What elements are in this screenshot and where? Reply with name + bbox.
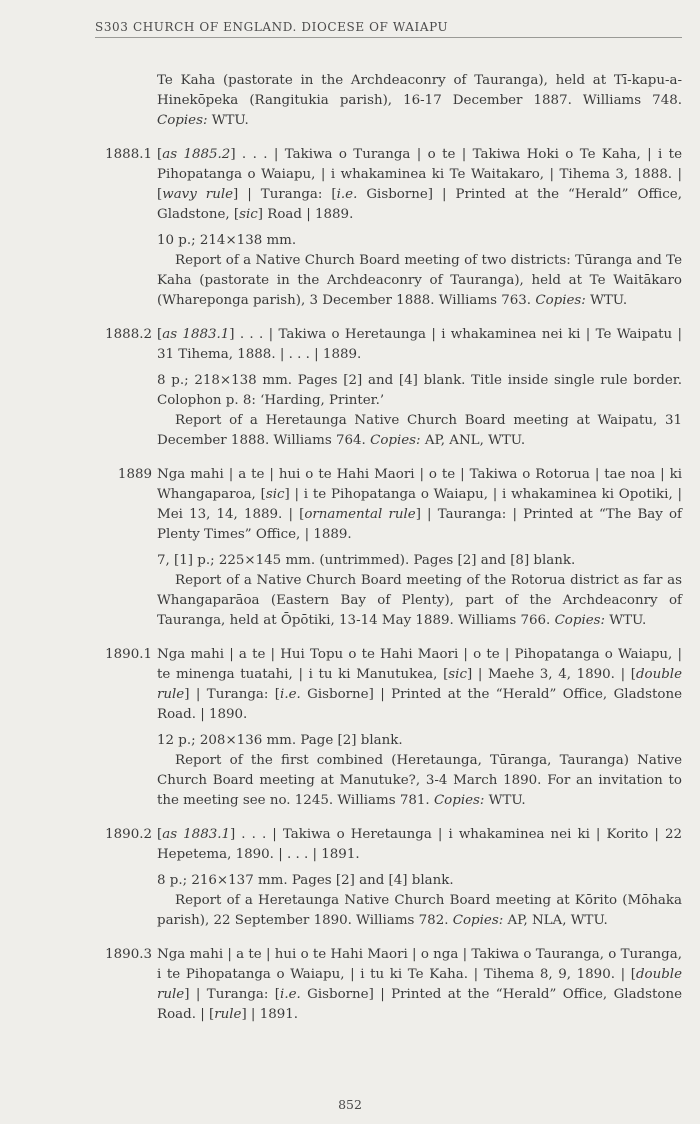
bib-text: ] | Turanga: [ <box>184 987 281 1002</box>
entry-number: 1888.1 <box>105 147 152 162</box>
bib-italic: sic <box>448 667 467 682</box>
bibliographic-description: [as 1883.1] . . . | Takiwa o Heretaunga | i whakaminea nei ki | Korito | 22 Hepetema, 1890. | . . . | 1891. <box>157 827 682 862</box>
bib-text: ] . . . | Takiwa o Heretaunga | i whakaminea nei ki | Te Waipatu | 31 Tihema, 1888. | . . . | 1889. <box>157 327 682 362</box>
bib-text: ] . . . | Takiwa o Heretaunga | i whakaminea nei ki | Korito | 22 Hepetema, 1890. | . . . | 1891. <box>157 827 682 862</box>
note-text: Report of the first combined (Heretaunga, Tūranga, Tauranga) Native Church Board meeting at Manutuke?, 3-4 March 1890. For an invitation to the meeting see no. 1245. Williams 781. <box>157 753 682 808</box>
catalogue-entry <box>95 945 682 1025</box>
bib-text: Nga mahi | a te | Hui Topu o te Hahi Maori | o te | Pihopatanga o Waiapu, | te minenga tuatahi, | i tu ki Manutukea, [ <box>157 647 682 682</box>
continuation-entry <box>95 71 682 131</box>
continuation-text: Te Kaha (pastorate in the Archdeaconry of Tauranga), held at Tī-kapu-a-Hinekōpeka (Rangitukia parish), 16-17 December 1887. Williams 748. Copies: WTU. <box>157 73 682 128</box>
copies-label: Copies: <box>433 793 485 808</box>
catalogue-entry <box>95 145 682 311</box>
bib-text: ] | Turanga: [ <box>233 187 337 202</box>
collation: 8 p.; 218×138 mm. Pages [2] and [4] blank. Title inside single rule border. Colophon p. 8: ‘Harding, Printer.’ <box>157 373 682 408</box>
entry-note <box>157 251 682 311</box>
copies-list: AP, ANL, WTU. <box>420 433 526 448</box>
bibliographic-description <box>157 465 682 545</box>
bib-italic: ornamental rule <box>304 507 416 522</box>
entry-note <box>157 751 682 811</box>
catalogue-entry <box>95 825 682 931</box>
bib-italic: sic <box>239 207 258 222</box>
bib-text: ] | Maehe 3, 4, 1890. | [ <box>466 667 636 682</box>
bib-italic: as 1883.1 <box>162 327 230 342</box>
bib-text: ] | i te Pihopatanga o Waiapu, | i whakaminea ki Opotiki, | Mei 13, 14, 1889. | [ <box>157 487 682 522</box>
bib-text: ] . . . | Takiwa o Turanga | o te | Takiwa Hoki o Te Kaha, | i te Pihopatanga o Waiapu, | i whakaminea ki Te Waitakaro, | Tihema 3, 1888. | [ <box>157 147 682 202</box>
bibliographic-description: [as 1885.2] . . . | Takiwa o Turanga | o te | Takiwa Hoki o Te Kaha, | i te Pihopatanga o Waiapu, | i whakaminea ki Te Waitakaro, | Tihema 3, 1888. | [wavy rule] | Turanga: [i.e. Gisborne] | Printed at the “Herald” Office, Gladstone, [sic] Road | 1889. <box>157 147 682 222</box>
collation: 10 p.; 214×138 mm. <box>157 233 297 248</box>
entry-gap <box>95 631 682 645</box>
entry-gap <box>95 451 682 465</box>
page-content <box>95 71 682 1031</box>
note-text: Report of a Native Church Board meeting of the Rotorua district as far as Whangaparāoa (Eastern Bay of Plenty), part of the Archdeaconry of Tauranga, held at Ōpōtiki, 13-14 May 1889. Williams 766. <box>157 573 682 628</box>
collation: 7, [1] p.; 225×145 mm. (untrimmed). Pages [2] and [8] blank. <box>157 553 576 568</box>
bibliographic-description <box>157 945 682 1025</box>
catalogue-entry <box>95 325 682 451</box>
bib-italic: i.e. <box>280 687 301 702</box>
bib-text: Gisborne] | Printed at the “Herald” Office, Gladstone Road. | [ <box>157 987 682 1022</box>
entry-number: 1890.3 <box>105 947 152 962</box>
bib-text: Gisborne] | Printed at the “Herald” Office, Gladstone, [ <box>157 187 682 222</box>
bib-text: Gisborne] | Printed at the “Herald” Office, Gladstone Road. | 1890. <box>157 687 682 722</box>
entry-number: 1890.2 <box>105 827 152 842</box>
copies-label: Copies: <box>535 293 586 308</box>
bib-italic: rule <box>214 1007 242 1022</box>
bib-italic: as 1885.2 <box>162 147 231 162</box>
running-head: S303 CHURCH OF ENGLAND. DIOCESE OF WAIAPU <box>95 20 682 38</box>
bibliographic-description <box>157 645 682 725</box>
entry-gap <box>95 811 682 825</box>
copies-label: Copies: <box>554 613 606 628</box>
entry-number: 1889 <box>117 467 152 482</box>
bib-text: ] | 1891. <box>241 1007 299 1022</box>
bib-italic: i.e. <box>280 987 301 1002</box>
copies-label: Copies: <box>452 913 504 928</box>
entry-note <box>157 411 682 451</box>
entry-list <box>95 131 682 1025</box>
page-number: 852 <box>338 1097 362 1112</box>
copies-list: WTU. <box>585 293 628 308</box>
copies-list: WTU. <box>605 613 647 628</box>
collation: 12 p.; 208×136 mm. Page [2] blank. <box>157 733 403 748</box>
copies-list: AP, NLA, WTU. <box>503 913 608 928</box>
entry-gap <box>95 131 682 145</box>
entry-number: 1888.2 <box>105 327 152 342</box>
entry-gap <box>95 311 682 325</box>
bibliographic-description: [as 1883.1] . . . | Takiwa o Heretaunga | i whakaminea nei ki | Te Waipatu | 31 Tihema, 1888. | . . . | 1889. <box>157 327 682 362</box>
bib-text: Nga mahi | a te | hui o te Hahi Maori | o te | Takiwa o Rotorua | tae noa | ki Whangaparoa, [ <box>157 467 682 502</box>
bib-italic: wavy rule <box>162 187 234 202</box>
bib-italic: as 1883.1 <box>162 827 231 842</box>
entry-note <box>157 891 682 931</box>
copies-list: WTU. <box>484 793 526 808</box>
copies-label: Copies: <box>370 433 421 448</box>
entry-note <box>157 571 682 631</box>
catalogue-entry <box>95 465 682 631</box>
note-text: Report of a Heretaunga Native Church Board meeting at Kōrito (Mōhaka parish), 22 September 1890. Williams 782. <box>157 893 682 928</box>
bib-italic: double rule <box>157 967 682 1002</box>
bib-italic: double rule <box>157 667 682 702</box>
entry-number: 1890.1 <box>105 647 152 662</box>
bib-italic: i.e. <box>336 187 358 202</box>
catalogue-entry <box>95 645 682 811</box>
collation: 8 p.; 216×137 mm. Pages [2] and [4] blank. <box>157 873 454 888</box>
bib-text: ] | Turanga: [ <box>184 687 281 702</box>
note-text: Report of a Heretaunga Native Church Board meeting at Waipatu, 31 December 1888. Williams 764. <box>157 413 682 448</box>
bib-text: ] Road | 1889. <box>257 207 354 222</box>
note-text: Report of a Native Church Board meeting of two districts: Tūranga and Te Kaha (pastorate in the Archdeaconry of Tauranga), held at Te Waitākaro (Whareponga parish), 3 December 1888. Williams 763. <box>157 253 682 308</box>
bib-italic: sic <box>265 487 285 502</box>
bib-text: Nga mahi | a te | hui o te Hahi Maori | o nga | Takiwa o Tauranga, o Turanga, i te Pihopatanga o Waiapu, | i tu ki Te Kaha. | Tihema 8, 9, 1890. | [ <box>157 947 682 982</box>
bib-text: ] | Tauranga: | Printed at “The Bay of Plenty Times” Office, | 1889. <box>157 507 682 542</box>
entry-gap <box>95 931 682 945</box>
